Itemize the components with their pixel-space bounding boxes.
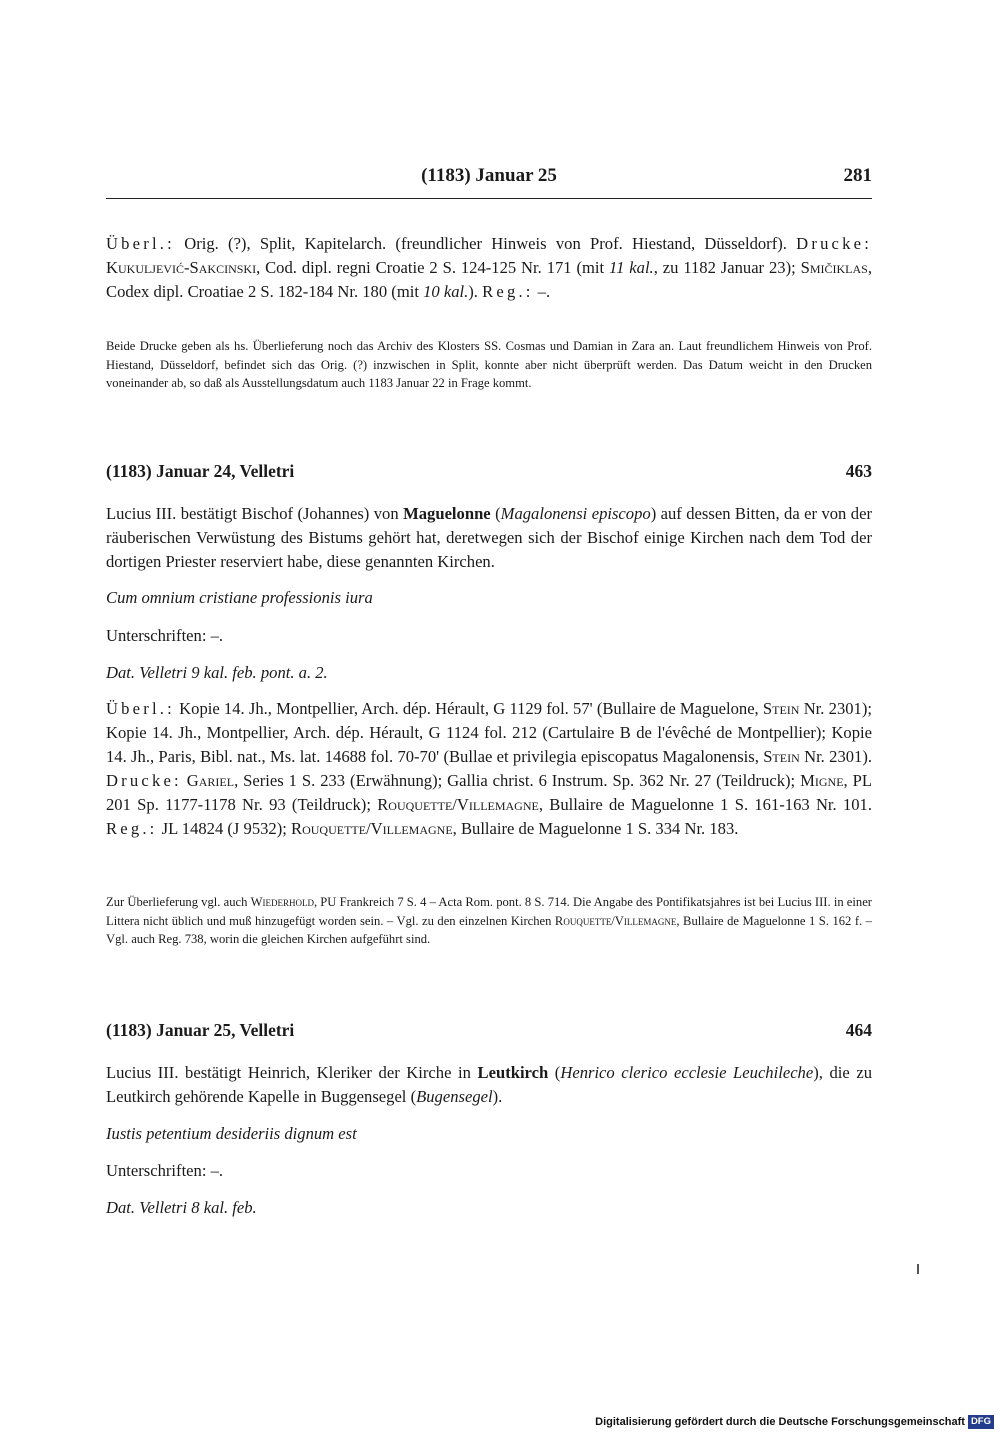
page-number: 281	[843, 165, 872, 186]
dfg-logo: DFG	[968, 1415, 994, 1429]
entry-464-incipit: Iustis petentium desideriis dignum est	[106, 1124, 357, 1143]
entry-463-number: 463	[845, 461, 872, 481]
entry-463-tradition: Überl.: Kopie 14. Jh., Montpellier, Arch. dép. Hérault, G 1129 fol. 57' (Bullaire de Maguelone, Stein Nr. 2301); Kopie 14. Jh., Montpellier, Arch. dép. Hérault, G 1124 fol. 212 (Cartulaire B de l'évêché de Montpellier); Kopie 14. Jh., Paris, Bibl. nat., Ms. lat. 14688 fol. 70-70' (Bullae et privilegia episcopatus Magalonensis, Stein Nr. 2301). Drucke: Gariel, Series 1 S. 233 (Erwähnung); Gallia christ. 6 Instrum. Sp. 362 Nr. 27 (Teildruck); Migne, PL 201 Sp. 1177-1178 Nr. 93 (Teildruck); Rouquette/Villemagne, Bullaire de Maguelonne 1 S. 161-163 Nr. 101. Reg.: JL 14824 (J 9532); Rouquette/Villemagne, Bullaire de Maguelonne 1 S. 334 Nr. 183.	[106, 699, 873, 838]
header-rule	[106, 198, 872, 199]
running-head	[106, 163, 872, 189]
entry-464-number: 464	[845, 1020, 872, 1040]
running-head-title: (1183) Januar 25	[421, 165, 557, 186]
entry-464-summary: Lucius III. bestätigt Heinrich, Kleriker der Kirche in Leutkirch (Henrico clerico ecclesie Leuchileche), die zu Leutkirch gehörende Kapelle in Buggensegel (Bugensegel).	[106, 1063, 872, 1106]
entry-464-dating: Dat. Velletri 8 kal. feb.	[106, 1198, 257, 1217]
entry-463-commentary-note: Zur Überlieferung vgl. auch Wiederhold, PU Frankreich 7 S. 4 – Acta Rom. pont. 8 S. 714. Die Angabe des Pontifikatsjahres ist bei Lucius III. in einer Littera nicht üblich und muß hinzugefügt worden sein. – Vgl. zu den einzelnen Kirchen Rouquette/Villemagne, Bullaire de Maguelonne 1 S. 162 f. – Vgl. auch Reg. 738, worin die gleichen Kirchen aufgeführt sind.	[106, 895, 872, 947]
entry-464-signatures: Unterschriften: –.	[106, 1161, 224, 1180]
entry-463-incipit: Cum omnium cristiane professionis iura	[106, 588, 373, 607]
entry-463-date-place: (1183) Januar 24, Velletri	[106, 461, 295, 481]
funding-footer	[595, 1414, 994, 1430]
entry-463-dating: Dat. Velletri 9 kal. feb. pont. a. 2.	[106, 663, 328, 682]
entry-464-heading	[106, 1020, 872, 1046]
continued-tradition-paragraph: Überl.: Orig. (?), Split, Kapitelarch. (freundlicher Hinweis von Prof. Hiestand, Düsseldorf). Drucke: Kukuljević-Sakcinski, Cod. dipl. regni Croatie 2 S. 124-125 Nr. 171 (mit 11 kal., zu 1182 Januar 23); Smičiklas, Codex dipl. Croatiae 2 S. 182-184 Nr. 180 (mit 10 kal.). Reg.: –.	[106, 234, 872, 301]
entry-463-heading	[106, 461, 872, 487]
entry-463-summary: Lucius III. bestätigt Bischof (Johannes) von Maguelonne (Magalonensi episcopo) auf dessen Bitten, da er von der räuberischen Verwüstung des Bistums gehört hat, deretwegen sich der Bischof einige Kirchen nach dem Tod der dortigen Priester reserviert habe, diese genannten Kirchen.	[106, 504, 872, 571]
scan-margin-mark	[917, 1264, 919, 1274]
entry-463-signatures: Unterschriften: –.	[106, 626, 224, 645]
entry-464-date-place: (1183) Januar 25, Velletri	[106, 1020, 295, 1040]
funding-notice: Digitalisierung gefördert durch die Deutsche Forschungsgemeinschaft	[595, 1416, 965, 1428]
continued-commentary-note: Beide Drucke geben als hs. Überlieferung noch das Archiv des Klosters SS. Cosmas und Damian in Zara an. Laut freundlichem Hinweis von Prof. Hiestand, Düsseldorf, befindet sich das Orig. (?) inzwischen in Split, konnte aber nicht überprüft werden. Das Datum weicht in den Drucken voneinander ab, so daß als Ausstellungsdatum auch 1183 Januar 22 in Frage kommt.	[106, 339, 872, 391]
